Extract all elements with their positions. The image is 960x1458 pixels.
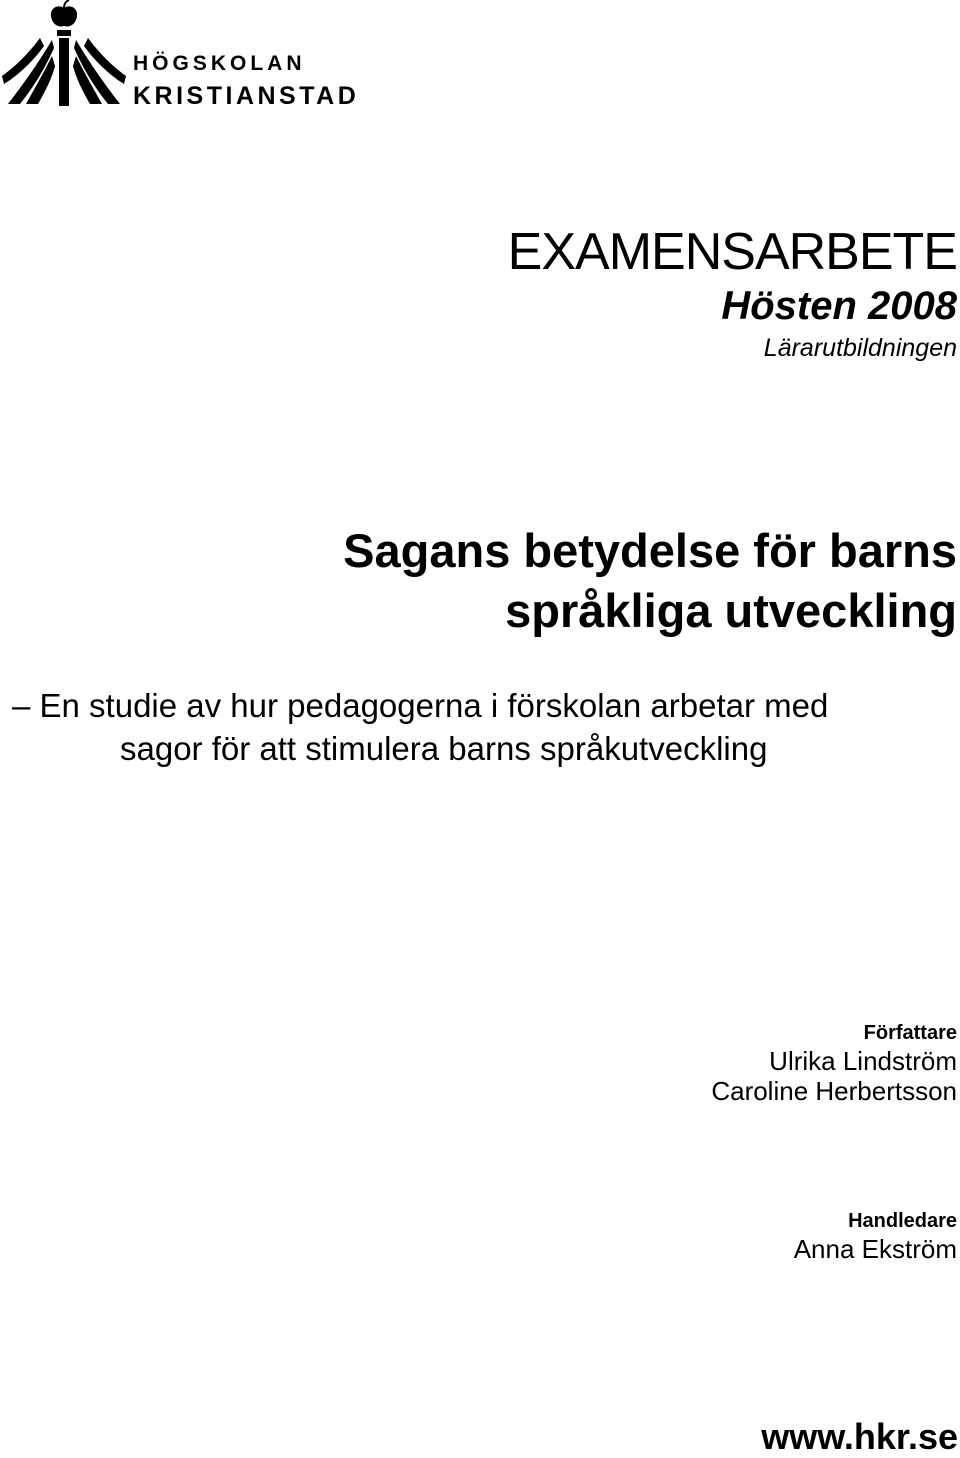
title-line-2: språkliga utveckling <box>505 584 957 637</box>
author-name: Caroline Herbertsson <box>711 1076 957 1106</box>
website-link[interactable]: www.hkr.se <box>761 1416 958 1457</box>
term-label: Hösten 2008 <box>721 284 957 328</box>
logo-line-1: HÖGSKOLAN <box>133 52 306 75</box>
authors-label: Författare <box>863 1022 957 1044</box>
program-label: Lärarutbildningen <box>763 334 957 362</box>
supervisor-name: Anna Ekström <box>793 1234 957 1264</box>
university-logo <box>0 0 380 112</box>
document-type-heading: EXAMENSARBETE <box>507 223 957 281</box>
logo-line-2: KRISTIANSTAD <box>133 82 360 110</box>
subtitle <box>12 684 952 770</box>
subtitle-line-1: – En studie av hur pedagogerna i förskolan arbetar med <box>12 687 829 724</box>
title-line-1: Sagans betydelse för barns <box>343 524 957 577</box>
author-name: Ulrika Lindström <box>769 1046 957 1076</box>
apple-logo-icon <box>0 0 132 112</box>
supervisor-label: Handledare <box>848 1210 957 1232</box>
subtitle-line-2: sagor för att stimulera barns språkutveckling <box>120 730 768 767</box>
